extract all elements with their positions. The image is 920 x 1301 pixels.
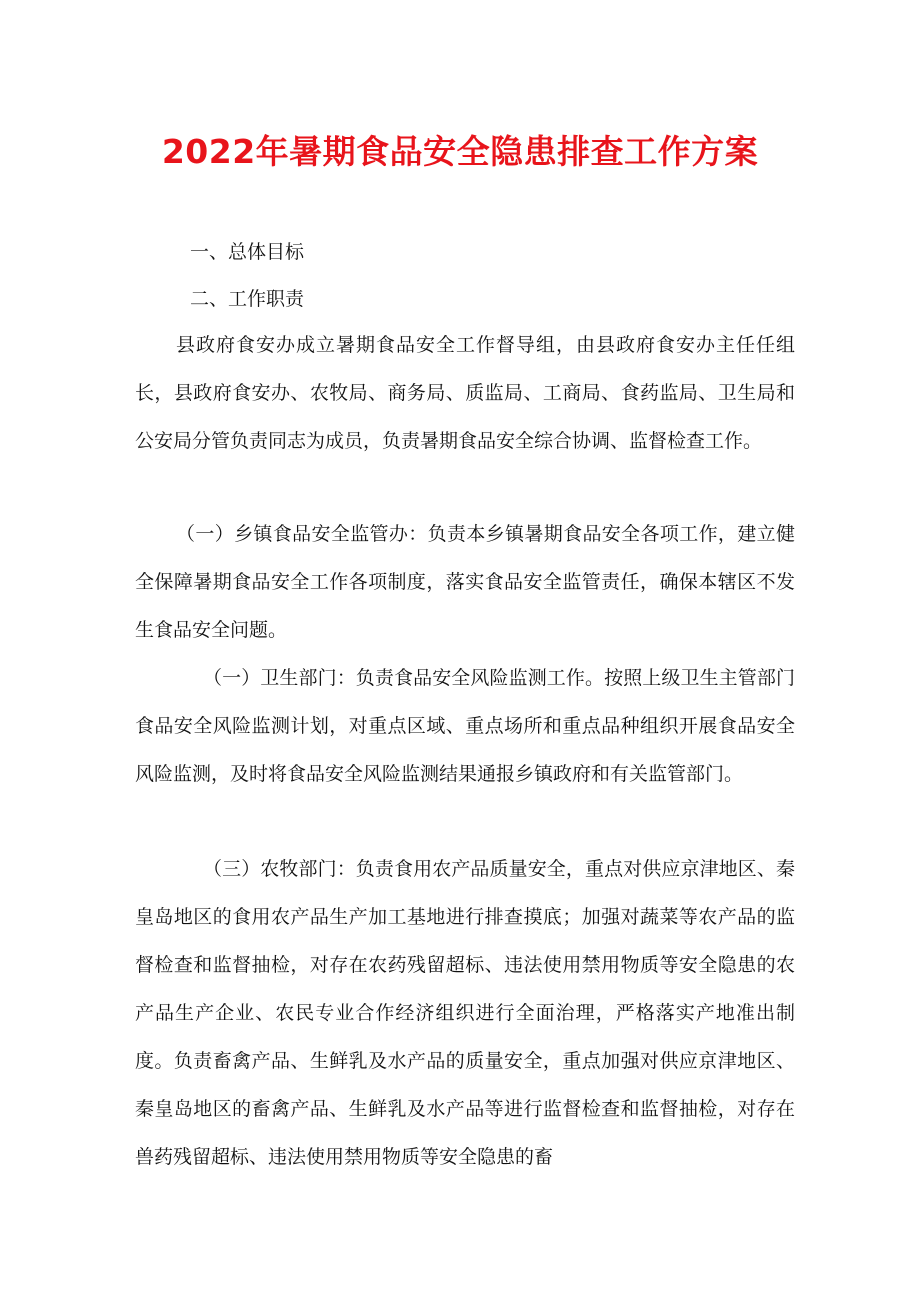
paragraph-agriculture-department: （三）农牧部门：负责食用农产品质量安全，重点对供应京津地区、秦皇岛地区的食用农产品生产加工基地进行排查摸底；加强对蔬菜等农产品的监督检查和监督抽检，对存在农药残留超标、违法使用禁用物质等安全隐患的农产品生产企业、农民专业合作经济组织进行全面治理，严格落实产地准出制度。负责畜禽产品、生鲜乳及水产品的质量安全，重点加强对供应京津地区、秦皇岛地区的畜禽产品、生鲜乳及水产品等进行监督检查和监督抽检，对存在兽药残留超标、违法使用禁用物质等安全隐患的畜 (135, 858, 795, 1168)
heading-overall-goal: 一、总体目标 (190, 241, 305, 263)
document-title: 2022年暑期食品安全隐患排查工作方案 (161, 132, 759, 171)
paragraph-supervision-group: 县政府食安办成立暑期食品安全工作督导组，由县政府食安办主任任组长，县政府食安办、农牧局、商务局、质监局、工商局、食药监局、卫生局和公安局分管负责同志为成员，负责暑期食品安全综合协调、监督检查工作。 (135, 334, 795, 452)
heading-work-duties: 二、工作职责 (190, 288, 305, 310)
paragraph-health-department: （一）卫生部门：负责食品安全风险监测工作。按照上级卫生主管部门食品安全风险监测计划，对重点区域、重点场所和重点品种组织开展食品安全风险监测，及时将食品安全风险监测结果通报乡镇政府和有关监管部门。 (135, 667, 795, 785)
paragraph-township-office: （一）乡镇食品安全监管办：负责本乡镇暑期食品安全各项工作，建立健全保障暑期食品安全工作各项制度，落实食品安全监管责任，确保本辖区不发生食品安全问题。 (135, 523, 795, 641)
